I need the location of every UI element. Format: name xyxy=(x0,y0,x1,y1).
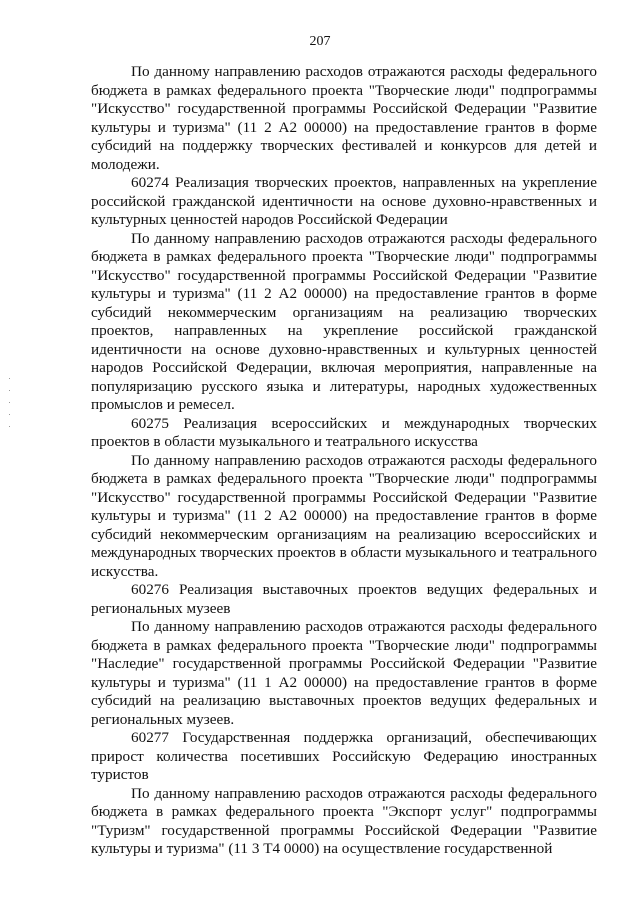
paragraph-expense-description-4: По данному направлению расходов отражаются расходы федерального бюджета в рамках федерального проекта "Творческие люди" подпрограммы "Наследие" государственной программы Российской Федерации "Развитие культуры и туризма" (11 1 А2 00000) на предоставление грантов в форме субсидий на реализацию выставочных проектов ведущих федеральных и региональных музеев. xyxy=(91,618,597,728)
paragraph-expense-description-2: По данному направлению расходов отражаются расходы федерального бюджета в рамках федерального проекта "Творческие люди" подпрограммы "Искусство" государственной программы Российской Федерации "Развитие культуры и туризма" (11 2 А2 00000) на предоставление грантов в форме субсидий некоммерческим организациям на реализацию творческих проектов, направленных на укрепление российской гражданской идентичности на основе духовно-нравственных и культурных ценностей народов Российской Федерации, включая мероприятия, направленные на популяризацию русского языка и литературы, народных художественных промыслов и ремесел. xyxy=(91,229,597,413)
margin-scan-marks xyxy=(9,378,12,438)
paragraph-code-60275: 60275 Реализация всероссийских и международных творческих проектов в области музыкального и театрального искусства xyxy=(91,414,597,450)
paragraph-code-60274: 60274 Реализация творческих проектов, направленных на укрепление российской гражданской идентичности на основе духовно-нравственных и культурных ценностей народов Российской Федерации xyxy=(91,174,597,228)
paragraph-code-60276: 60276 Реализация выставочных проектов ведущих федеральных и региональных музеев xyxy=(91,581,597,617)
paragraph-expense-description-5: По данному направлению расходов отражаются расходы федерального бюджета в рамках федерального проекта "Экспорт услуг" подпрограммы "Туризм" государственной программы Российской Федерации "Развитие культуры и туризма" (11 3 Т4 0000) на осуществление государственной xyxy=(91,784,597,857)
paragraph-code-60277: 60277 Государственная поддержка организаций, обеспечивающих прирост количества посетивших Российскую Федерацию иностранных туристов xyxy=(91,729,597,783)
document-body xyxy=(91,63,597,859)
page-number: 207 xyxy=(309,34,331,49)
paragraph-expense-description-1: По данному направлению расходов отражаются расходы федерального бюджета в рамках федерального проекта "Творческие люди" подпрограммы "Искусство" государственной программы Российской Федерации "Развитие культуры и туризма" (11 2 А2 00000) на предоставление грантов в форме субсидий на поддержку творческих фестивалей и конкурсов для детей и молодежи. xyxy=(91,63,597,173)
paragraph-expense-description-3: По данному направлению расходов отражаются расходы федерального бюджета в рамках федерального проекта "Творческие люди" подпрограммы "Искусство" государственной программы Российской Федерации "Развитие культуры и туризма" (11 2 А2 00000) на предоставление грантов в форме субсидий некоммерческим организациям на реализацию всероссийских и международных творческих проектов в области музыкального и театрального искусства. xyxy=(91,451,597,580)
